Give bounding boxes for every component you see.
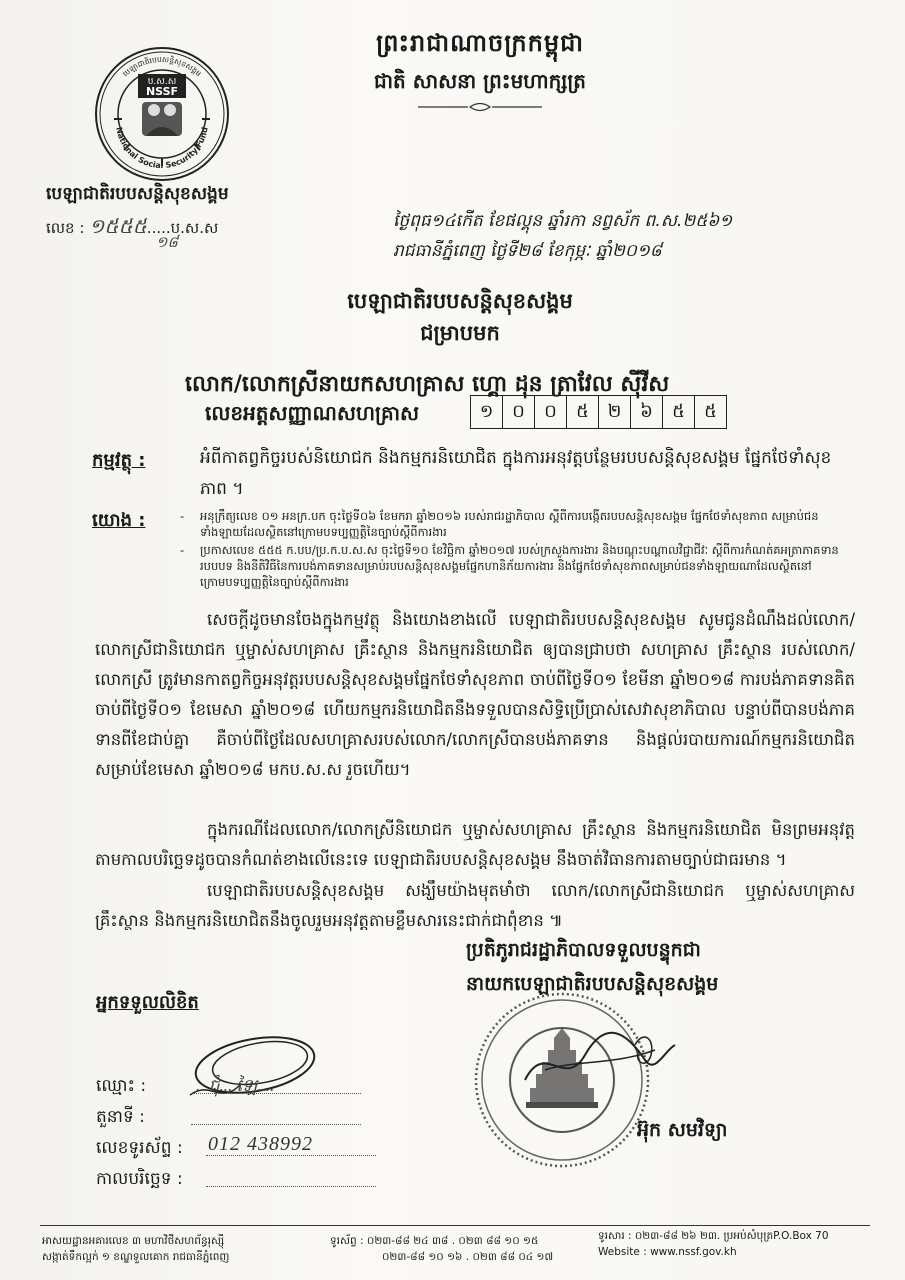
reference-item: - អនុក្រឹត្យលេខ ០១ អនក្រ.បក ចុះថ្ងៃទី០៦ ខែមករា ឆ្នាំ២០១៦ របស់រាជរដ្ឋាភិបាល ស្តីពីការបង្កើតរបបសន្តិសុខសង្គម ផ្នែកថែទាំសុខភាព សម្រាប់ជនទាំងឡាយដែលស្ថិតនៅក្រោមបទប្បញ្ញត្តិនៃច្បាប់ស្តីពីការងារ xyxy=(180,509,819,539)
recipient-name: លោក/លោកស្រីនាយកសហគ្រាស ហ្គោ ដុន ត្រាវែល ស៊ីវីស xyxy=(185,372,670,397)
national-motto: ជាតិ សាសនា ព្រះមហាក្សត្រ xyxy=(374,69,586,93)
kingdom-heading: ព្រះរាជាណាចក្រកម្ពុជា xyxy=(376,29,584,57)
footer-fax: ទូរសារ : ០២៣-៨៨ ២៦ ២៣. ប្រអប់សំបុត្រP.O.Box 70 Website : www.nssf.gov.kh xyxy=(598,1230,829,1258)
logo-ring-text-kh: បេឡាជាតិរបបសន្តិសុខសង្គម xyxy=(120,54,204,79)
logo-ring-text-en: National Social Security Fund xyxy=(114,126,210,171)
logo-text-kh: ប.ស.ស xyxy=(147,77,177,87)
receiver-name-value: ...ជុំ....ឡៃ.... xyxy=(196,1076,275,1095)
ref-sub-number: ១៨ xyxy=(156,235,178,251)
salutation: ជម្រាបមក xyxy=(420,321,500,345)
reg-digit: ៥ xyxy=(704,400,717,422)
reg-digit: ០ xyxy=(535,396,567,428)
body-paragraph-1: សេចក្តីដូចមានចែងក្នុងកម្មវត្ថុ និងយោងខាងលើ បេឡាជាតិរបបសន្តិសុខសង្គម សូមជូនដំណឹងដល់លោក/លោកស្រីជានិយោជក ឬម្ចាស់សហគ្រាស គ្រឹះស្ថាន និងកម្មករនិយោជិត ឲ្យបានជ្រាបថា សហគ្រាស គ្រឹះស្ថាន របស់លោក/លោកស្រី ត្រូវមានកាតព្វកិច្ចអនុវត្តរបបសន្តិសុខសង្គមផ្នែកថែទាំសុខភាព ចាប់ពីថ្ងៃទី០១ ខែមីនា ឆ្នាំ២០១៨ ការបង់ភាគទានគិតចាប់ពីថ្ងៃទី០១ ខែមេសា ឆ្នាំ២០១៨ ហើយកម្មករនិយោជិតនឹងទទួលបានសិទ្ធិប្រើប្រាស់សេវាសុខាភិបាល បន្ទាប់ពីបានបង់ភាគទានពីខែជាប់គ្នា គឺចាប់ពីថ្ងៃដែលសហគ្រាសរបស់លោក/លោកស្រីបានបង់ភាគទាន និងផ្តល់របាយការណ៍កម្មករនិយោជិតសម្រាប់ខែមេសា ឆ្នាំ២០១៨ មកប.ស.ស រួចហើយ។ xyxy=(95,610,855,779)
signatory-name: អ៊ុក សមវិទ្យា xyxy=(637,1119,728,1141)
nssf-logo-icon xyxy=(92,44,232,184)
footer-website: Website : www.nssf.gov.kh xyxy=(598,1246,737,1258)
receiver-signature-icon xyxy=(160,1025,340,1115)
receiver-field-name: ឈ្មោះ : ...ជុំ....ឡៃ.... xyxy=(96,1075,146,1100)
subject-text: អំពីកាតព្វកិច្ចរបស់និយោជក និងកម្មករនិយោជិត ក្នុងការអនុវត្តបន្ថែមរបបសន្តិសុខសង្គម ផ្នែកថែទាំសុខភាព ។ xyxy=(200,448,832,499)
subject-label: កម្មវត្ថុ : xyxy=(92,450,146,471)
receiver-phone-value: 012 438992 xyxy=(208,1133,313,1155)
logo-text-en: NSSF xyxy=(145,85,179,98)
body-paragraph-2: ក្នុងករណីដែលលោក/លោកស្រីនិយោជក ឬម្ចាស់សហគ្រាស គ្រឹះស្ថាន និងកម្មករនិយោជិត មិនព្រមអនុវត្តតាមកាលបរិច្ឆេទដូចបានកំណត់ខាងលើនេះទេ បេឡាជាតិរបបសន្តិសុខសង្គម នឹងចាត់វិធានការតាមច្បាប់ជាធរមាន ។ xyxy=(95,820,855,869)
receiver-field-date: កាលបរិច្ឆេទ : xyxy=(96,1168,183,1193)
receiver-field-position: តួនាទី : xyxy=(96,1106,145,1131)
body-paragraph-3: បេឡាជាតិរបបសន្តិសុខសង្គម សង្ឃឹមយ៉ាងមុតមាំថា លោក/លោកស្រីជានិយោជក ឬម្ចាស់សហគ្រាស គ្រឹះស្ថាន និងកម្មករនិយោជិតនឹងចូលរួមអនុវត្តតាមខ្លឹមសារនេះជាក់ជាពុំខាន ៕ xyxy=(95,881,855,930)
reference-item: - ប្រកាសលេខ ៥៥៥ ក.បប/ប្រ.ក.ប.ស.ស ចុះថ្ងៃទី១០ ខែវិច្ឆិកា ឆ្នាំ២០១៧ របស់ក្រសួងការងារ និងបណ្តុះបណ្តាលវិជ្ជាជីវៈ ស្តីពីការកំណត់គអត្រាភាគទាន របបបទ និងនីតិវិធីនៃការបង់ភាគទានសម្រាប់របបសន្តិសុខសង្គមផ្នែកហានិភ័យការងារ និងផ្នែកថែទាំសុខភាពសម្រាប់ជនទាំងឡាយណាដែលស្ថិតនៅក្រោមបទប្បញ្ញត្តិនៃច្បាប់ស្តីពីការងារ xyxy=(180,543,839,589)
receiver-field-phone: លេខទូរស័ព្ទ : 012 438992 xyxy=(96,1137,183,1162)
footer-telephone: ទូរស័ព្ទ : ០២៣-៨៨ ២៤ ៣៨ . ០២៣ ៨៨ ១០ ១៥ ០២៣-៨៨ ១០ ១៦ . ០២៣ ៨៨ ០៤ ១៧ xyxy=(330,1235,554,1263)
reference-list xyxy=(180,508,855,592)
reference-label: យោង : xyxy=(92,510,146,531)
signatory-title-2: នាយកបេឡាជាតិរបបសន្តិសុខសង្គម xyxy=(466,973,719,995)
receiver-heading: អ្នកទទួលលិខិត xyxy=(96,992,199,1013)
solar-date: រាជធានីភ្នំពេញ ថ្ងៃទី២៨ ខែកុម្ភៈ ឆ្នាំ២០១៨ xyxy=(393,241,662,261)
registration-label: លេខអត្តសញ្ញាណសហគ្រាស xyxy=(205,401,420,425)
signatory-title-1: ប្រតិភូរាជរដ្ឋាភិបាលទទួលបន្ទុកជា xyxy=(466,939,701,961)
footer-address: អាសយដ្ឋានអគារលេខ ៣ មហាវិថីសហព័ន្ធរុស្ស៊ី សង្កាត់ទឹកល្អក់ ១ ខណ្ឌទួលគោក រាជធានីភ្នំពេញ xyxy=(42,1235,230,1263)
reg-digit: ៥ xyxy=(567,396,599,428)
reg-digit: ១ xyxy=(471,396,503,428)
reg-digit: ៦ xyxy=(631,396,663,428)
director-signature-icon xyxy=(505,1000,685,1110)
footer-divider xyxy=(40,1225,870,1226)
reg-digit: ២ xyxy=(599,396,631,428)
sender-line: បេឡាជាតិរបបសន្តិសុខសង្គម xyxy=(347,289,573,313)
motto-ornament-icon xyxy=(418,102,542,112)
lunar-date: ថ្ងៃពុធ១៤កើត ខែផល្គុន ឆ្នាំរកា នព្វស័ក ព.ស.២៥៦១ xyxy=(393,211,733,231)
reg-digit: ០ xyxy=(503,396,535,428)
registration-number-box xyxy=(470,395,727,429)
letter-reference: លេខ : ១៥៥៥.....ប.ស.ស ១៨ xyxy=(46,213,218,243)
org-name: បេឡាជាតិរបបសន្តិសុខសង្គម xyxy=(46,184,229,204)
reg-digit: ៥ xyxy=(663,396,695,428)
